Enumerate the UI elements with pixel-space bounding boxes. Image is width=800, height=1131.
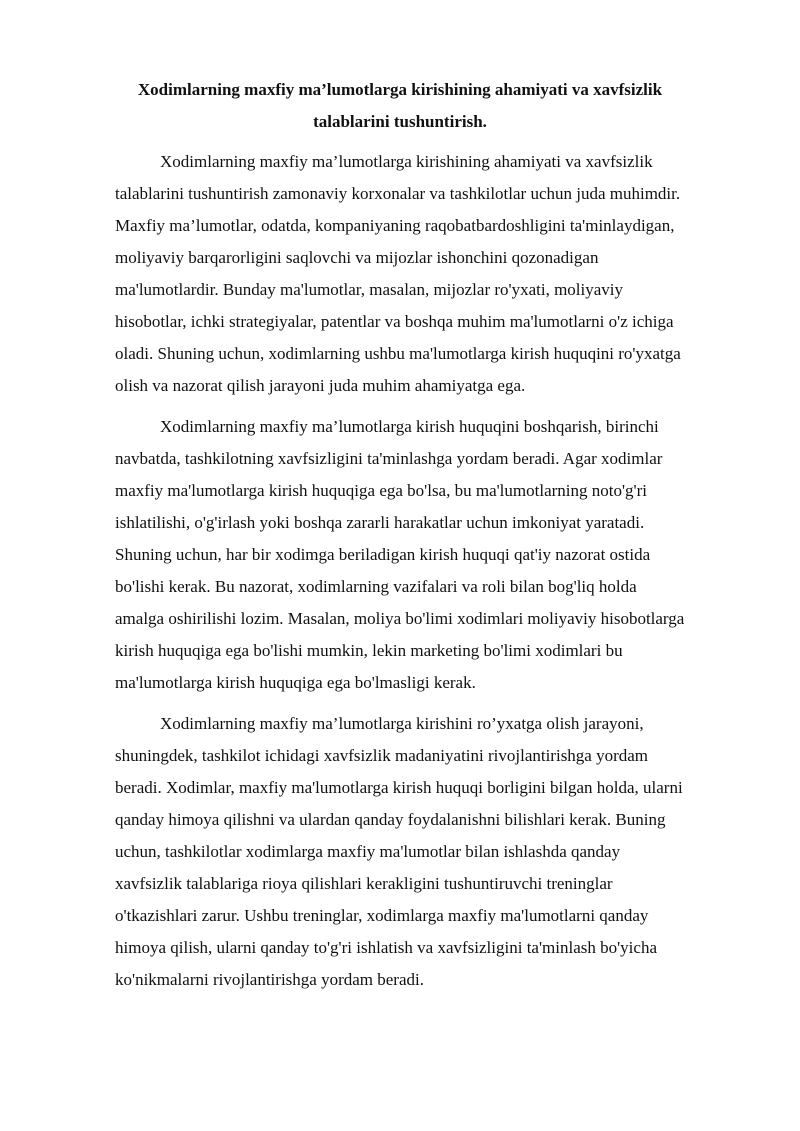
paragraph-3: Xodimlarning maxfiy ma’lumotlarga kirishini ro’yxatga olish jarayoni, shuningdek, tashkilot ichidagi xavfsizlik madaniyatini rivojlantirishga yordam beradi. Xodimlar, maxfiy ma'lumotlarga kirish huquqi borligini bilgan holda, ularni qanday himoya qilishni va ulardan qanday foydalanishni bilishlari kerak. Buning uchun, tashkilotlar xodimlarga maxfiy ma'lumotlar bilan ishlashda qanday xavfsizlik talablariga rioya qilishlari kerakligini tushuntiruvchi treninglar o'tkazishlari zarur. Ushbu treninglar, xodimlarga maxfiy ma'lumotlarni qanday himoya qilish, ularni qanday to'g'ri ishlatish va xavfsizligini ta'minlash bo'yicha ko'nikmalarni rivojlantirishga yordam beradi. (115, 714, 683, 989)
document-title: Xodimlarning maxfiy ma’lumotlarga kirishining ahamiyati va xavfsizlik talablarini tushuntirish. (137, 80, 663, 131)
paragraph-2: Xodimlarning maxfiy ma’lumotlarga kirish huquqini boshqarish, birinchi navbatda, tashkilotning xavfsizligini ta'minlashga yordam beradi. Agar xodimlar maxfiy ma'lumotlarga kirish huquqiga ega bo'lsa, bu ma'lumotlarning noto'g'ri ishlatilishi, o'g'irlash yoki boshqa zararli harakatlar uchun imkoniyat yaratadi. Shuning uchun, har bir xodimga beriladigan kirish huquqi qat'iy nazorat ostida bo'lishi kerak. Bu nazorat, xodimlarning vazifalari va roli bilan bog'liq holda amalga oshirilishi lozim. Masalan, moliya bo'limi xodimlari moliyaviy hisobotlarga kirish huquqiga ega bo'lishi mumkin, lekin marketing bo'limi xodimlari bu ma'lumotlarga kirish huquqiga ega bo'lmasligi kerak. (115, 417, 685, 692)
paragraph-1: Xodimlarning maxfiy ma’lumotlarga kirishining ahamiyati va xavfsizlik talablarini tushuntirish zamonaviy korxonalar va tashkilotlar uchun juda muhimdir. Maxfiy ma’lumotlar, odatda, kompaniyaning raqobatbardoshligini ta'minlaydigan, moliyaviy barqarorligini saqlovchi va mijozlar ishonchini qozonadigan ma'lumotlardir. Bunday ma'lumotlar, masalan, mijozlar ro'yxati, moliyaviy hisobotlar, ichki strategiyalar, patentlar va boshqa muhim ma'lumotlarni o'z ichiga oladi. Shuning uchun, xodimlarning ushbu ma'lumotlarga kirish huquqini ro'yxatga olish va nazorat qilish jarayoni juda muhim ahamiyatga ega. (115, 152, 681, 395)
document-body (115, 146, 685, 1005)
